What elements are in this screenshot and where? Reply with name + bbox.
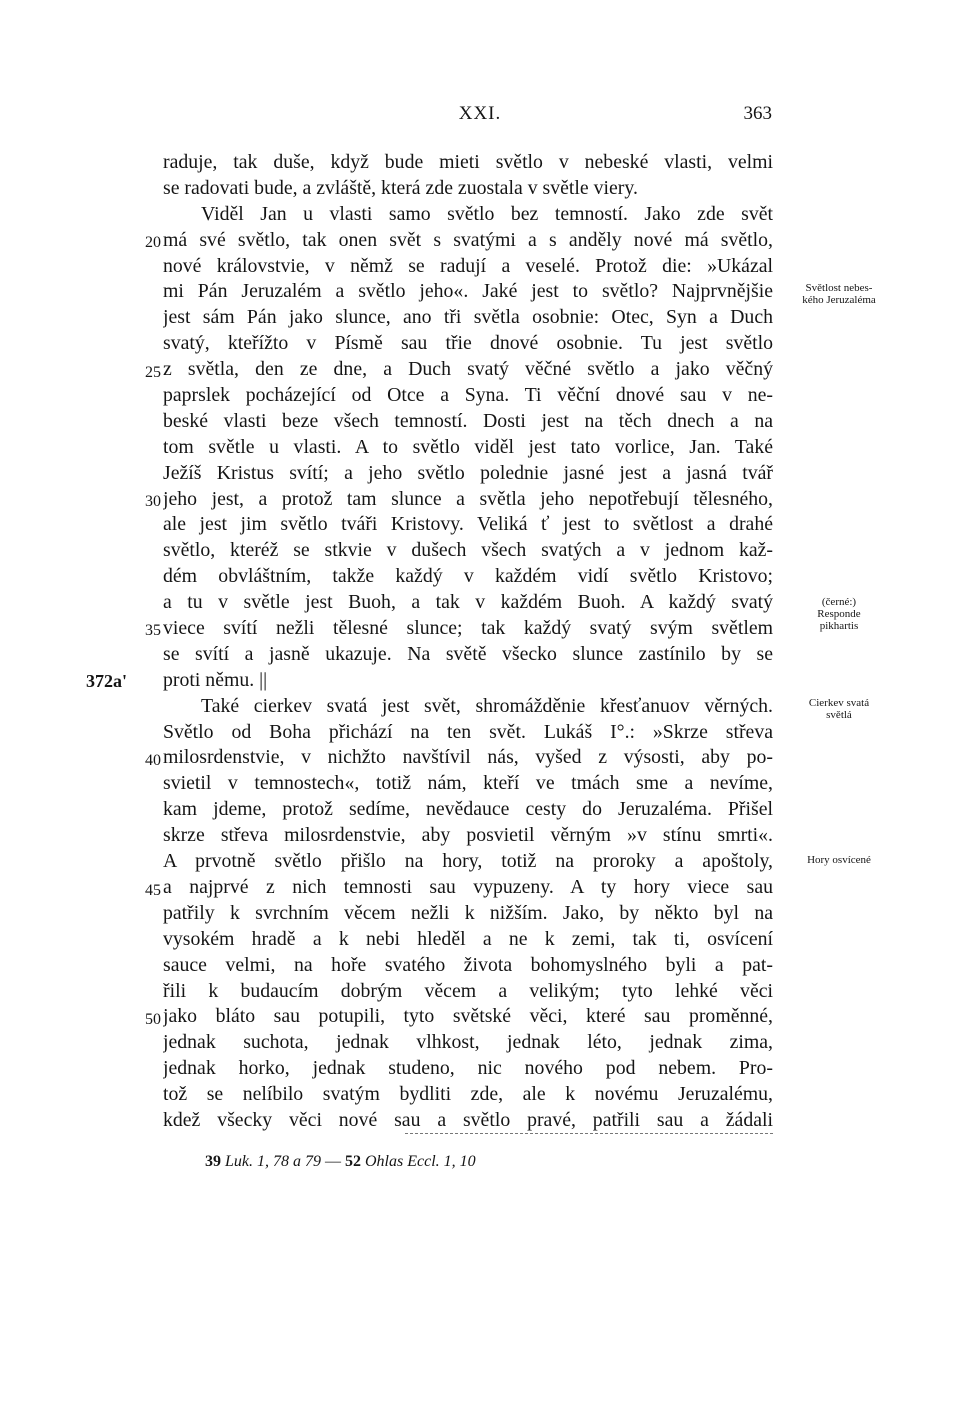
footnote-citation: Ohlas Eccl. 1, 10 <box>365 1153 476 1170</box>
text-line: skrze střeva milosrdenstvie, aby posvietil věrným »v stínu smrti«. <box>163 824 773 847</box>
text-line: tom světle u vlasti. A to světlo viděl jest tato vorlice, Jan. Také <box>163 435 773 458</box>
footnote <box>205 1150 705 1174</box>
text-line: řili k budaucím dobrým věcem a velikým; tyto lehké věci <box>163 979 773 1002</box>
text-line: kdež všecky věci nové sau a světlo pravé, patřili sau a žádali <box>163 1108 773 1131</box>
text-line: patřily k svrchním věcem nežli k nižším. Jako, by někto byl na <box>163 901 773 924</box>
running-head-chapter: XXI. <box>458 103 502 124</box>
line-number: 30 <box>145 493 161 510</box>
text-line: A prvotně světlo přišlo na hory, totiž na proroky a apoštoly, <box>163 850 773 873</box>
margin-note-line: světlá <box>826 709 852 721</box>
line-number: 50 <box>145 1011 161 1028</box>
footnote-separator: — <box>325 1153 341 1170</box>
text-line: dém obvláštním, takže každý v každém vidí světlo Kristovo; <box>163 565 773 588</box>
margin-note-line: Hory osvícené <box>807 854 871 866</box>
margin-note-hory <box>784 854 894 866</box>
text-line: paprslek pocházející od Otce a Syna. Ti věční dnové sau v ne- <box>163 384 773 407</box>
footnote-citation: Luk. 1, 78 a 79 <box>225 1153 321 1170</box>
margin-note-line: Světlost nebes- <box>805 282 873 294</box>
margin-note-svetlost <box>784 282 894 306</box>
text-line: viece svítí nežli tělesné slunce; tak každý svatý svým světlem <box>163 617 773 640</box>
margin-note-line: (černé:) <box>821 596 857 608</box>
margin-note-cerne <box>784 596 894 632</box>
text-line: jest sám Pán jako slunce, ano tři světla osobnie: Otec, Syn a Duch <box>163 306 773 329</box>
text-line: kam jdeme, protož sedíme, nevědauce cesty do Jeruzaléma. Přišel <box>163 798 773 821</box>
text-line: nové královstvie, v němž se radují a veselé. Protož die: »Ukázal <box>163 254 773 277</box>
text-line: svatý, kteřížto v Písmě sau třie dnové osobnie. Tu jest světlo <box>163 332 773 355</box>
text-line: vysokém hradě a k nebi hleděl a ne k zemi, tak ti, osvícení <box>163 927 773 950</box>
line-number: 35 <box>145 622 161 639</box>
text-line: proti němu. || <box>163 668 268 691</box>
text-line: jeho jest, a protož tam slunce a světla jeho nepotřebují tělesného, <box>163 487 773 510</box>
text-line: sauce velmi, na hoře svatého života bohomyslného byli a pat- <box>163 953 773 976</box>
text-line: a tu v světle jest Buoh, a tak v každém Buoh. A každý svatý <box>163 591 773 614</box>
text-line: tož se nelíbilo svatým bydliti zde, ale k novému Jeruzalému, <box>163 1083 773 1106</box>
text-line: ale jest jim světlo tváři Kristovy. Veliká ť jest to světlost a drahé <box>163 513 773 536</box>
text-line: Ježíš Kristus svítí; a jeho světlo polednie jasné jest a jasná tvář <box>163 461 773 484</box>
margin-note-line: kého Jeruzaléma <box>802 294 876 306</box>
text-line: má své světlo, tak onen svět s svatými a s anděly nové má světlo, <box>163 228 773 251</box>
line-number: 45 <box>145 882 161 899</box>
text-line: a najprvé z nich temnosti sau vypuzeny. A ty hory viece sau <box>163 875 773 898</box>
footnote-rule <box>405 1133 773 1134</box>
margin-note-cierkev <box>784 697 894 721</box>
text-line: milosrdenstvie, v nichžto navštívil nás, vyšed z výsosti, aby po- <box>163 746 773 769</box>
text-line: se radovati bude, a zvláště, která zde zuostala v světle viery. <box>163 176 638 199</box>
line-number: 25 <box>145 364 161 381</box>
text-line: jednak horko, jednak studeno, nic nového pod nebem. Pro- <box>163 1057 773 1080</box>
text-line: beské vlasti beze všech temností. Dosti jest na těch dnech a na <box>163 409 773 432</box>
text-line: jednak suchota, jednak vlhkost, jednak léto, jednak zima, <box>163 1031 773 1054</box>
footnote-line-ref: 52 <box>345 1153 361 1170</box>
line-number: 20 <box>145 234 161 251</box>
body-text <box>163 150 773 1134</box>
folio-mark: 372a' <box>86 671 128 691</box>
line-number: 40 <box>145 752 161 769</box>
margin-note-line: pikhartis <box>819 620 859 632</box>
page-number: 363 <box>743 103 772 124</box>
text-line: se svítí a jasně ukazuje. Na světě všecko slunce zastínilo by se <box>163 642 773 665</box>
text-line: Viděl Jan u vlasti samo světlo bez temností. Jako zde svět <box>201 202 773 225</box>
text-line: Světlo od Boha přichází na ten svět. Lukáš I°.: »Skrze střeva <box>163 720 773 743</box>
text-line: jako bláto sau potupili, tyto světské věci, které sau proměnné, <box>163 1005 773 1028</box>
text-line: raduje, tak duše, když bude mieti světlo v nebeské vlasti, velmi <box>163 151 773 173</box>
margin-note-line: Cierkev svatá <box>808 697 870 709</box>
text-line: svietil v temnostech«, totiž nám, kteří ve tmách sme a nevíme, <box>163 772 773 795</box>
footnote-line-ref: 39 <box>205 1153 221 1170</box>
text-line: z světla, den ze dne, a Duch svatý věčné světlo a jako věčný <box>163 358 773 381</box>
text-line: Také cierkev svatá jest svět, shromážděnie křesťanuov věrných. <box>201 694 773 717</box>
margin-note-line: Responde <box>817 608 861 620</box>
text-line: světlo, kteréž se stkvie v dušech všech svatých a v jednom kaž- <box>163 539 773 562</box>
text-line: mi Pán Jeruzalém a světlo jeho«. Jaké jest to světlo? Najprvnějšie <box>163 280 773 303</box>
